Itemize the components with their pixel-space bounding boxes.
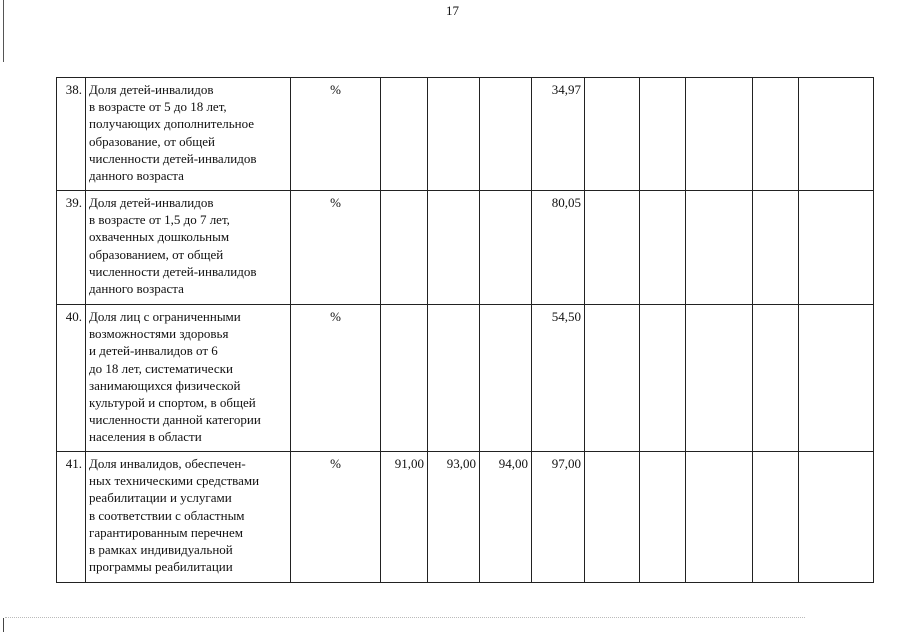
indicator-name-line: получающих дополнительное xyxy=(89,116,255,132)
value-cell xyxy=(381,305,428,452)
indicator-name-line: ных техническими средствами xyxy=(89,473,260,489)
value-cell xyxy=(585,191,640,305)
value-cell xyxy=(640,452,686,583)
indicator-name-line: в возрасте от 1,5 до 7 лет, xyxy=(89,212,230,228)
indicator-name-line: населения в области xyxy=(89,429,202,445)
value-cell: 80,05 xyxy=(532,191,585,305)
value-cell xyxy=(640,191,686,305)
indicator-name-line: реабилитации и услугами xyxy=(89,490,232,506)
indicator-name-line: Доля инвалидов, обеспечен- xyxy=(89,456,246,471)
unit-cell: % xyxy=(291,191,381,305)
value-cell xyxy=(686,452,753,583)
indicator-name-line: охваченных дошкольным xyxy=(89,229,230,245)
value-cell xyxy=(585,452,640,583)
indicator-name-line: Доля детей-инвалидов xyxy=(89,82,214,97)
row-number: 41. xyxy=(57,452,86,583)
unit-cell: % xyxy=(291,78,381,191)
indicator-name-line: Доля детей-инвалидов xyxy=(89,195,214,210)
value-cell xyxy=(753,78,799,191)
indicator-name xyxy=(86,191,291,305)
value-cell xyxy=(686,305,753,452)
unit-cell: % xyxy=(291,305,381,452)
indicator-name-line: в возрасте от 5 до 18 лет, xyxy=(89,99,227,115)
indicator-name-line: в соответствии с областным xyxy=(89,507,245,523)
indicator-name-line: образованием, от общей xyxy=(89,246,224,262)
indicator-name-line: гарантированным перечнем xyxy=(89,524,243,540)
value-cell xyxy=(480,78,532,191)
table-row xyxy=(57,452,874,583)
value-cell xyxy=(585,305,640,452)
value-cell xyxy=(381,78,428,191)
row-number: 38. xyxy=(57,78,86,191)
table-body xyxy=(57,78,874,583)
table-row xyxy=(57,78,874,191)
table-row xyxy=(57,191,874,305)
value-cell xyxy=(753,191,799,305)
indicator-name-line: данного возраста xyxy=(89,281,184,297)
value-cell xyxy=(799,305,874,452)
value-cell xyxy=(428,305,480,452)
row-number: 40. xyxy=(57,305,86,452)
value-cell xyxy=(585,78,640,191)
value-cell xyxy=(428,191,480,305)
indicators-table xyxy=(56,77,874,583)
indicator-name-line: образование, от общей xyxy=(89,133,215,149)
indicator-name-line: численности детей-инвалидов xyxy=(89,150,257,166)
value-cell xyxy=(686,191,753,305)
scan-noise-line xyxy=(5,617,805,618)
value-cell xyxy=(799,452,874,583)
table-row xyxy=(57,305,874,452)
value-cell: 94,00 xyxy=(480,452,532,583)
value-cell xyxy=(640,305,686,452)
scan-edge-mark-bottom xyxy=(3,618,4,632)
indicator-name xyxy=(86,452,291,583)
page-number: 17 xyxy=(446,3,459,18)
indicator-name-line: данного возраста xyxy=(89,168,184,184)
value-cell xyxy=(753,452,799,583)
value-cell: 91,00 xyxy=(381,452,428,583)
indicator-name-line: занимающихся физической xyxy=(89,377,241,393)
indicator-name-line: до 18 лет, систематически xyxy=(89,360,233,376)
value-cell xyxy=(428,78,480,191)
value-cell xyxy=(799,191,874,305)
indicator-name-line: культурой и спортом, в общей xyxy=(89,395,256,411)
value-cell: 54,50 xyxy=(532,305,585,452)
value-cell xyxy=(640,78,686,191)
indicator-name-line: и детей-инвалидов от 6 xyxy=(89,343,218,359)
value-cell xyxy=(686,78,753,191)
indicator-name-line: в рамках индивидуальной xyxy=(89,542,233,558)
value-cell xyxy=(480,305,532,452)
value-cell xyxy=(480,191,532,305)
row-number: 39. xyxy=(57,191,86,305)
indicator-name-line: возможностями здоровья xyxy=(89,326,229,342)
unit-cell: % xyxy=(291,452,381,583)
indicator-name xyxy=(86,305,291,452)
indicator-name-line: Доля лиц с ограниченными xyxy=(89,309,241,324)
indicator-name xyxy=(86,78,291,191)
value-cell xyxy=(753,305,799,452)
value-cell: 34,97 xyxy=(532,78,585,191)
value-cell: 97,00 xyxy=(532,452,585,583)
indicator-name-line: программы реабилитации xyxy=(89,559,233,575)
indicator-name-line: численности детей-инвалидов xyxy=(89,263,257,279)
indicator-name-line: численности данной категории xyxy=(89,412,261,428)
value-cell: 93,00 xyxy=(428,452,480,583)
value-cell xyxy=(799,78,874,191)
value-cell xyxy=(381,191,428,305)
